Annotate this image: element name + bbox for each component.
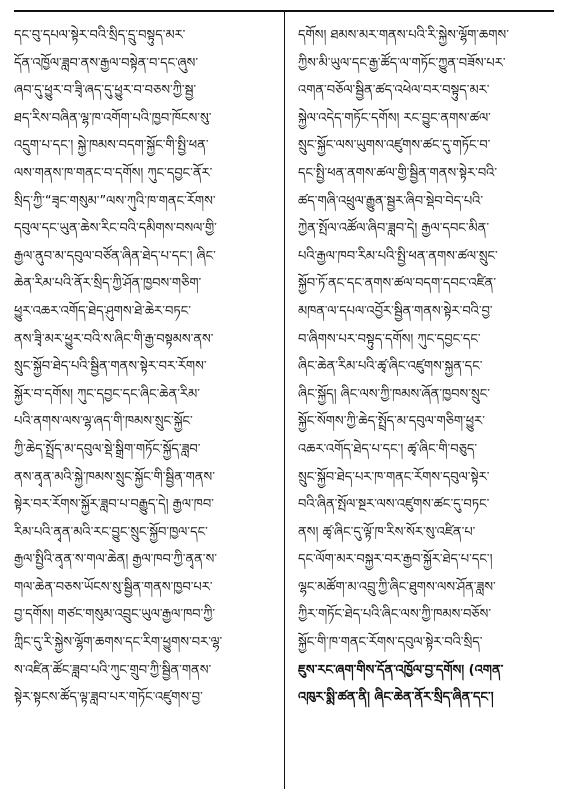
text-line: སྐྱོར་བ་དགོས། ཀུང་དབྱང་དང་ཞིང་ཆེན་རིམ་ — [14, 386, 200, 402]
text-line: སྲིད་ཀྱི་“ཟྭང་གསུམ་”ལས་ཀུའི་ཁ་གནང་རོགས་ — [14, 193, 216, 209]
text-line: སྲུང་སྐྱོབ་ཐེད་པའི་སྦྱིན་གནས་སྟེར་བར་རོགས་ — [14, 359, 207, 375]
text-line: ལས་གནས་ཁ་གནང་བ་དགོས། ཀུང་དབྱང་ནོར་ — [14, 165, 213, 181]
running-header-left — [22, 0, 222, 10]
text-line: སྲུང་སྐྱོབ་ཐེད་པར་ཁ་གནང་རོགས་དབུལ་སྟེར་ — [298, 469, 490, 485]
text-line: ཀྱིར་གཏོང་ཐེད་པའི་ཞིང་ལས་ཀྱི་ཁམས་བཅོས་ — [298, 607, 492, 623]
text-line: སྐྱེལ་འདེད་གཏོང་དགོས། རང་བྱུང་ནགས་ཚལ་ — [298, 110, 491, 126]
text-line: སྟེར་བར་རོགས་སྐྱོར་ཟླབ་པ་བརྒྱུད་དེ། རྒྱལ་ཁབ་ — [14, 497, 214, 513]
text-line: བའི་ཞིན་སྤོལ་སྔར་ལས་འཛུགས་ཚང་དུ་བཏང་ — [298, 497, 490, 513]
text-line: ཐད་རིས་བཞིན་ལྷ་ཁ་འགོག་པའི་ཁྱབ་ཁོངས་སུ་ — [14, 110, 212, 126]
text-line: ཞིང་སྐྱོད། ཞིང་ལས་ཀྱི་ཁམས་ཞོན་ཁྱབས་སྲུང་ — [298, 386, 490, 402]
text-line: མཁན་ལ་དཔལ་འབྱོར་སྦྱིན་གནས་སྟེར་བའི་བྱ་ — [298, 303, 493, 319]
text-line: སྐྱོང་གི་ཁ་གནང་རོགས་དབུལ་སྟེར་བའི་སྲིད་ — [298, 635, 483, 651]
text-line: ནས་ནྭན་མའི་སྐྱེ་ཁམས་སྲུང་སྐྱོང་གི་སྦྱིན་གནས་ — [14, 469, 215, 485]
text-line: འགན་བཅོལ་སྦྱིན་ཚད་འཕེལ་བར་བསྟུད་མར་ — [298, 83, 490, 99]
text-line: འདྲུག་པ་དང་། སྐྱེ་ཁམས་བདག་སྐྱོང་གི་སྤྱི་ཕན་ — [14, 138, 209, 154]
text-line: ནས། ཚྭ་ཞིང་དུ་ལྟོ་ཁ་རིས་སོར་སུ་འཛིན་པ་ — [298, 524, 476, 540]
text-line: ཆེན་རིམ་པའི་ནོར་སྲིད་ཀྱི་ཤོན་ཁྱབས་གཅིག་ — [14, 276, 202, 292]
text-line: རིམ་པའི་ནྭན་མའི་རང་བྱུང་སྲུང་སྐྱོབ་ཁྱལ་དང་ — [14, 524, 208, 540]
text-line: ཇུས་རང་ཞག་གིས་དོན་འཁྱོལ་བྱ་དགོས། (འགན་ — [298, 662, 504, 678]
text-line: པའི་ནགས་ལས་ལྷ་ཞད་གི་ཁམས་སྲུང་སྐྱོང་ — [14, 414, 193, 430]
text-line: རྒྱལ་ནུབ་མ་དབུལ་བཙོན་ཞིན་ཐེད་པ་དང་། ཞིང་ — [14, 248, 216, 264]
left-column-text — [14, 22, 276, 712]
text-line: ཕྱུར་འཆར་འགོད་ཐེད་ཤུགས་ཐེ་ཆེར་བཏང་ — [14, 303, 191, 319]
text-line: དགོས། ཐམས་མར་གནས་པའི་རི་སྐྱེས་ལྷོག་ཆགས་ — [298, 28, 509, 43]
text-line: ནས་ཟྭི་མར་ཕྱུར་བའི་ས་ཞིང་གི་རྒྱ་བསྟམས་ནས་ — [14, 331, 214, 347]
text-line: ཀྱེན་སྤོལ་འཚོལ་ཞིབ་ཟླབ་དེ། རྒྱལ་དབང་མིན་ — [298, 221, 490, 237]
text-line: ཀྱི་ཆེད་སྤྲོད་མ་དབུལ་སྡེ་སྒྲིག་གཏོང་སྐྱོད་ཟླབ་ — [14, 441, 201, 457]
text-line: སྐྱོང་སོགས་ཀྱི་ཆེད་སྤྲོད་མ་དབུལ་གཅིག་ཕྱུར་ — [298, 414, 485, 430]
column-divider — [284, 10, 285, 789]
text-line: གལ་ཆེན་བཅས་ཡོངས་སུ་སྦྱིན་གནས་ཁྱབ་པར་ — [14, 579, 213, 595]
text-line: ཀླིང་དུ་རི་སྐྱེས་ལྷོག་ཆགས་དང་རིག་ཕྱུགས་བར་ལྷ་ — [14, 635, 223, 651]
running-header-right — [300, 0, 550, 10]
text-line: སྟེར་སྟངས་ཚོད་ལྟ་ཟླབ་པར་གཏོང་འཛུགས་བྱ་ — [14, 690, 203, 706]
text-line: དང་ལོག་མར་བསྐྱར་བར་རྒྱབ་སྐྱོར་ཐེད་པ་དང་། — [298, 552, 493, 568]
text-line: དབུལ་དང་ཡུན་ཆེས་རིང་བའི་དམིགས་བསལ་གྱི་ — [14, 221, 217, 237]
text-line: སྲུང་སྐྱོང་ལས་ཡུགས་འཛུགས་ཚང་དུ་གཏོང་བ་ — [298, 138, 491, 154]
text-line: རྒྱལ་སྤྱིའི་ནྭན་ས་གལ་ཆེན། རྒྱལ་ཁབ་ཀྱི་ནྭན་ས་ — [14, 552, 218, 568]
text-line: ས་འཛིན་ཚོང་ཟླབ་པའི་ཀུང་གྲུབ་ཀྱི་སྦྱིན་གནས་ — [14, 662, 212, 678]
text-line: བ་ཞིགས་པར་བསྟུད་དགོས། ཀུང་དབྱང་དང་ — [298, 331, 481, 347]
text-line: སྐྱོབ་ཏོ་ནང་དང་ནགས་ཚལ་བདག་དབང་འཛིན་ — [298, 276, 497, 292]
text-line: ཞབ་དུ་ཕྱུར་བ་ཟྭི་ཞད་དུ་ཕྱུར་བ་བཅས་ཀྱི་སྦྱ་ — [14, 83, 197, 99]
text-line: འཁུར་སྨི་ཚན་ནི། ཞིང་ཆེན་ནོར་སྲིད་ཞིན་དང་། — [298, 690, 494, 706]
text-line: དོན་འཁྱོལ་ཟླབ་ནས་རྒྱལ་བསྟེན་བ་དང་ཞུས་ — [14, 55, 199, 71]
text-line: དང་སྤྱི་ཕན་ནགས་ཚལ་གྱི་སྦྱིན་གནས་སྟེར་བའི་ — [298, 165, 498, 181]
text-line: དང་བུ་དཔལ་སྟེར་བའི་སྲིད་དྲུ་བསྟུད་མར་ — [14, 28, 186, 43]
text-line: བྱ་དགོས། གཙང་གསུམ་འབྲུང་ཡུལ་རྒྱལ་ཁབ་ཀྱི་ — [14, 607, 216, 623]
text-line: ཞིང་ཆེན་རིམ་པའི་ཚྭ་ཞིང་འཛུགས་སྐྱན་དང་ — [298, 359, 483, 375]
right-column-text — [298, 22, 556, 712]
text-line: ཀྱིས་མི་ཡུལ་དང་རྒྱ་ཚོད་ལ་གཏོང་ཀྱུན་བཟོས་པར་ — [298, 55, 506, 71]
text-line: པའི་རྒྱལ་ཁབ་རིམ་པའི་སྤྱི་ཕན་ནགས་ཚལ་སྲུང་ — [298, 248, 498, 264]
text-line: ལྷང་མཚོག་མ་འབྲུ་ཀྱི་ཞིང་ཐུགས་ལས་ཤོན་ཟླས་ — [298, 579, 496, 595]
text-line: ཚད་གཞི་འཕྲུལ་རྒྱུན་སྦྱར་ཞིབ་སྡེབ་བེད་པའི་ — [298, 193, 484, 209]
text-line: འཆར་འགོད་ཐེད་པ་དང་། ཚྭ་ཞིང་གི་བཅུད་ — [298, 441, 478, 457]
